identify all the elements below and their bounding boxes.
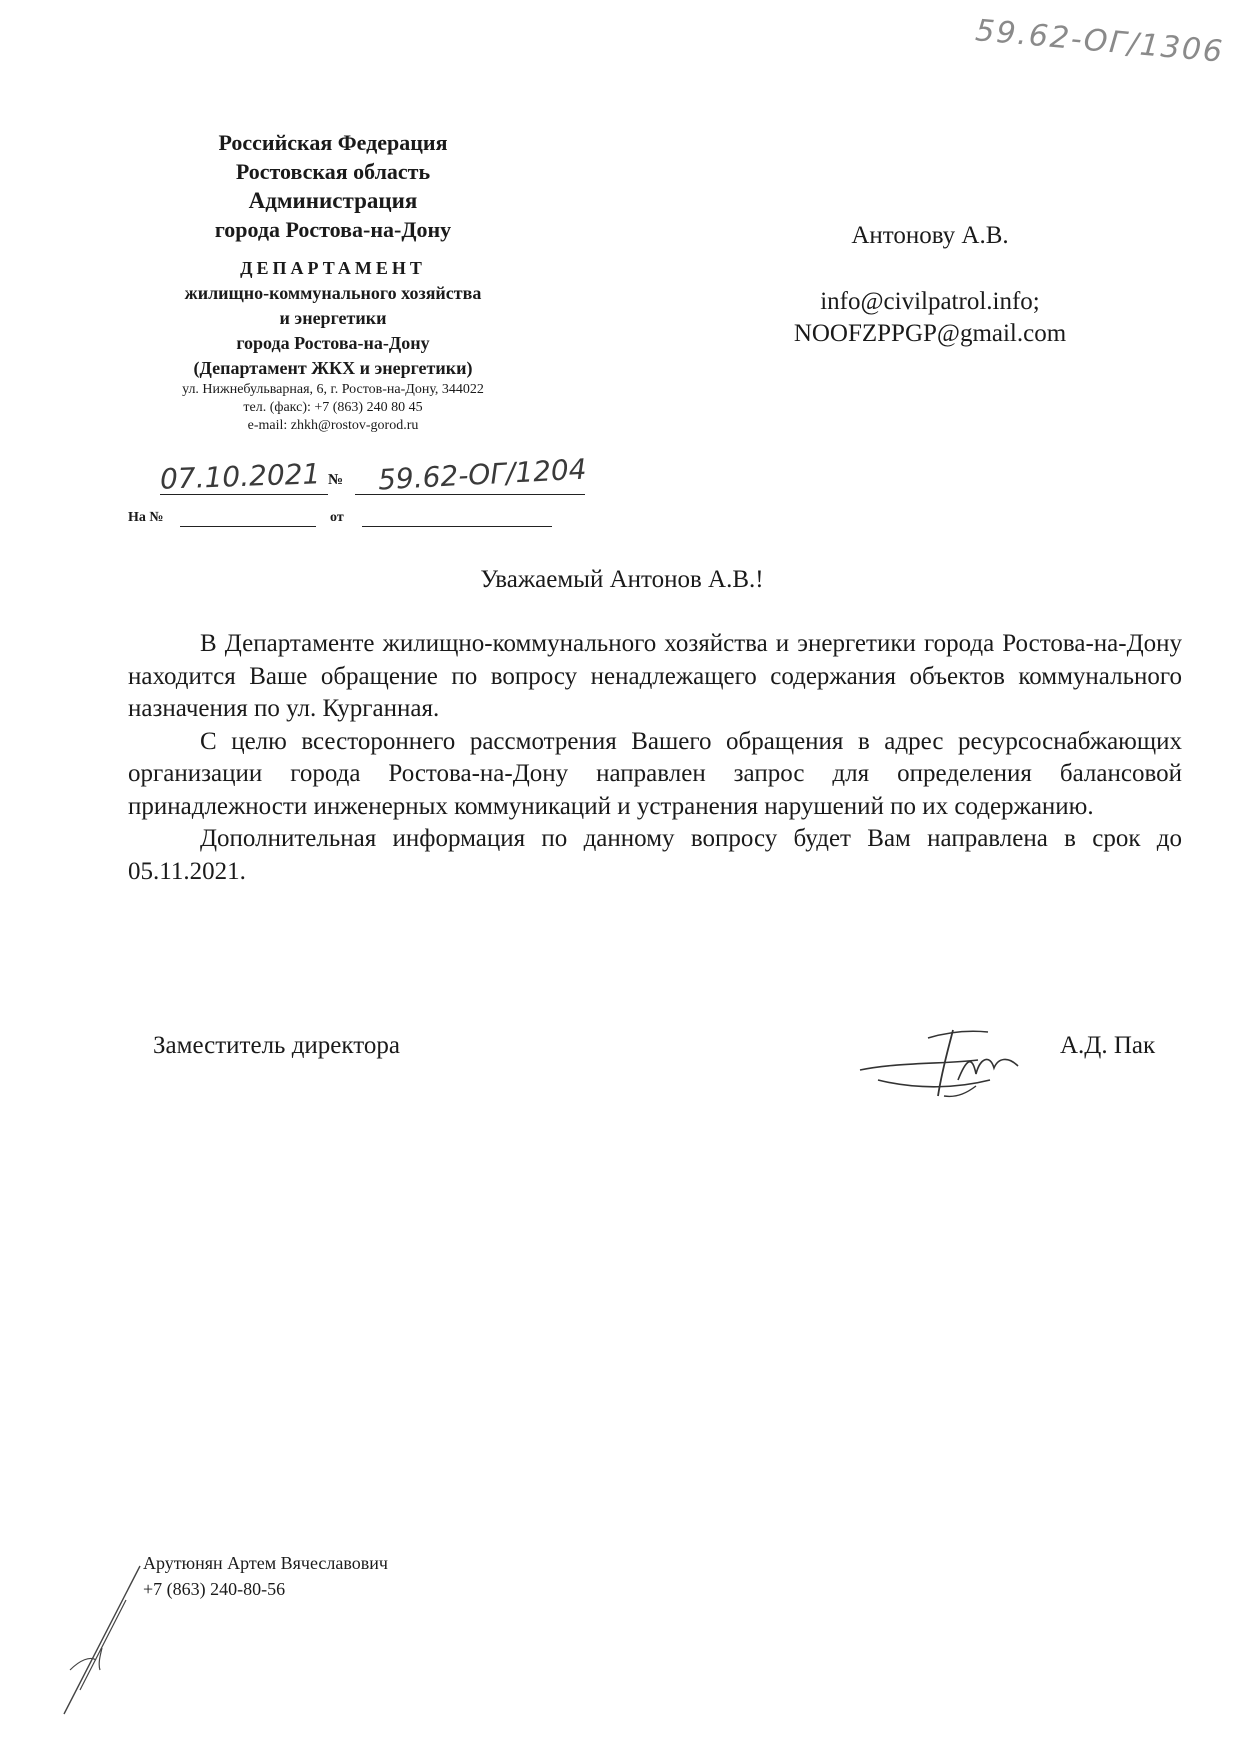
letterhead	[118, 128, 548, 435]
letterhead-dept-line1: жилищно-коммунального хозяйства	[184, 283, 482, 303]
reference-label: На №	[128, 510, 164, 525]
addressee-email-2: NOOFZPPGP@gmail.com	[793, 320, 1067, 347]
salutation: Уважаемый Антонов А.В.!	[480, 566, 764, 593]
letterhead-dept-line3: города Ростова-на-Дону	[236, 333, 430, 353]
letterhead-department: ДЕПАРТАМЕНТ	[240, 258, 426, 278]
letterhead-dept-line2: и энергетики	[279, 308, 387, 328]
letterhead-region: Ростовская область	[235, 159, 431, 184]
reference-date-line	[362, 526, 552, 527]
body-paragraph-3: Дополнительная информация по данному вопросу будет Вам направлена в срок до 05.11.2021.	[128, 825, 1201, 885]
letterhead-country: Российская Федерация	[218, 130, 448, 155]
body-paragraph-2: С целю всестороннего рассмотрения Вашего обращения в адрес ресурсоснабжающих организации города Ростова-на-Дону направлен запрос для определения балансовой принадлежности инженерных коммуникаций и устранения нарушений по их содержанию.	[128, 727, 1182, 820]
registration-number-underline	[355, 494, 585, 495]
letter-body	[128, 628, 1201, 888]
incoming-registration-stamp: 59.62-ОГ/1306	[973, 13, 1226, 70]
registration-date-underline	[160, 494, 328, 495]
signatory-title: Заместитель директора	[153, 1032, 400, 1059]
letterhead-city: города Ростова-на-Дону	[214, 217, 452, 242]
handwritten-signature	[858, 1010, 1048, 1110]
letterhead-email: e-mail: zhkh@rostov-gorod.ru	[247, 418, 419, 433]
addressee-email-1: info@civilpatrol.info;	[820, 288, 1040, 315]
registration-number-label: №	[328, 472, 344, 488]
letterhead-dept-short: (Департамент ЖКХ и энергетики)	[193, 358, 473, 378]
reference-number-line	[180, 526, 316, 527]
letterhead-address: ул. Нижнебульварная, 6, г. Ростов-на-Дону, 344022	[182, 382, 484, 397]
body-paragraph-1: В Департаменте жилищно-коммунального хозяйства и энергетики города Ростова-на-Дону находится Ваше обращение по вопросу ненадлежащего содержания объектов коммунального назначения по ул. Курганная.	[128, 630, 1182, 722]
registration-date: 07.10.2021	[159, 457, 321, 496]
executor-initials-mark	[40, 1560, 150, 1720]
letterhead-phone: тел. (факс): +7 (863) 240 80 45	[243, 400, 423, 415]
executor-phone: +7 (863) 240-80-56	[143, 1579, 286, 1599]
letterhead-admin: Администрация	[248, 188, 418, 213]
addressee-name: Антонову А.В.	[851, 222, 1009, 249]
signatory-name: А.Д. Пак	[1060, 1032, 1156, 1059]
reference-from-label: от	[330, 510, 344, 525]
executor-name: Арутюнян Артем Вячеславович	[143, 1553, 388, 1573]
registration-number: 59.62-ОГ/1204	[377, 452, 588, 497]
